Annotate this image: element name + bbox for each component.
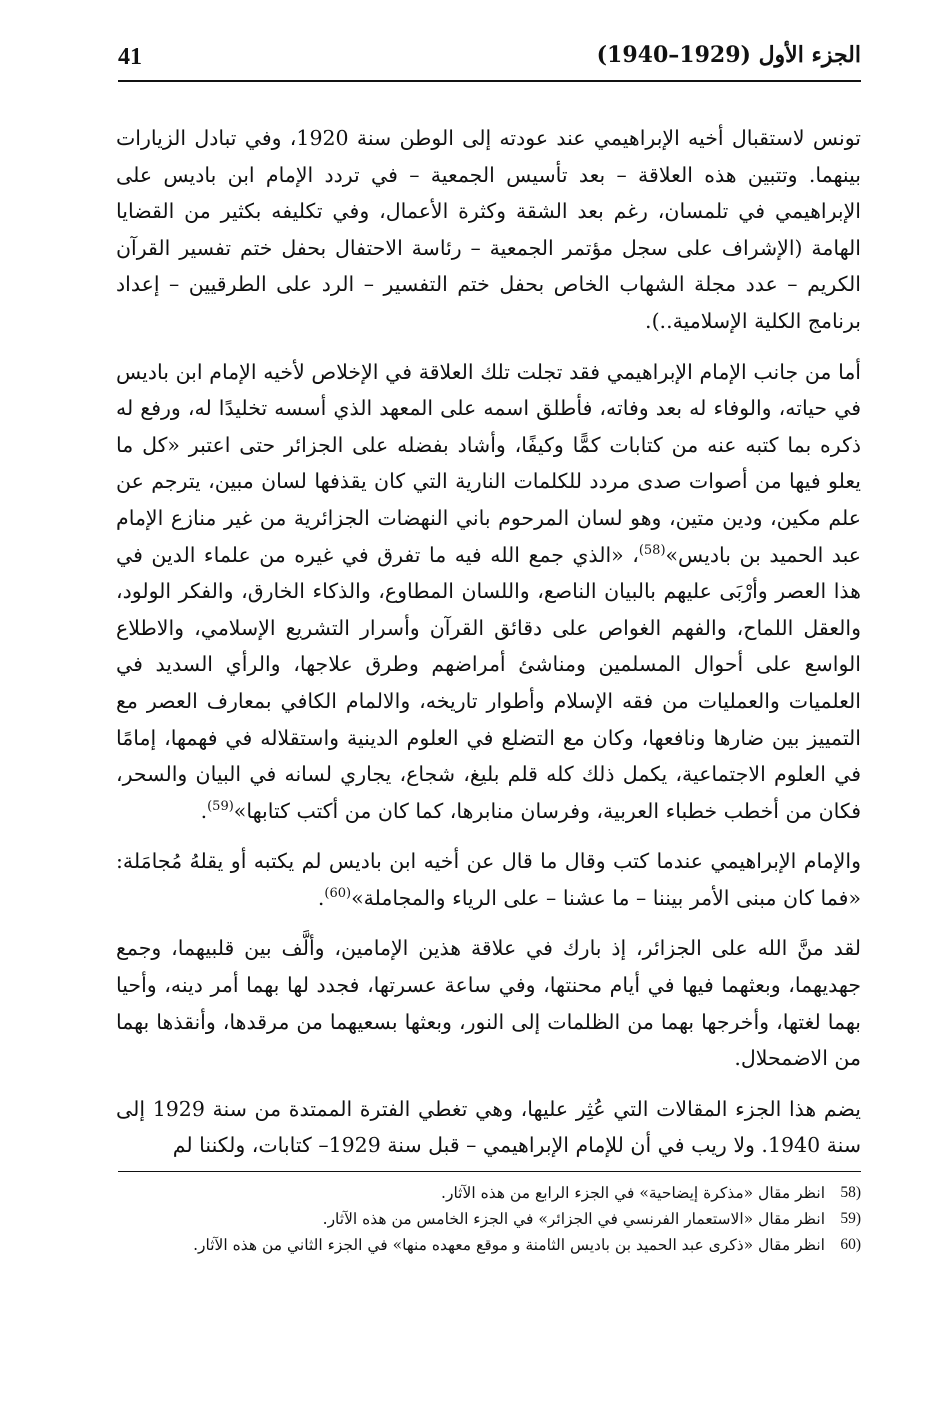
paragraph <box>116 930 861 1076</box>
paragraph-text: . <box>317 885 325 910</box>
paragraph-text: يضم هذا الجزء المقالات التي عُثِر عليها، وهي تغطي الفترة الممتدة من سنة 1929 إلى سنة 1940. ولا ريب في أن للإمام الإبراهيمي – قبل سنة 1929– كتابات، ولكننا لم <box>116 1096 861 1158</box>
footnote-60 <box>118 1232 861 1258</box>
footnote-ref-58[interactable]: (58) <box>638 542 666 558</box>
footnote-number: 58) <box>840 1184 861 1201</box>
footnote-text: انظر مقال «الاستعمار الفرنسي في الجزائر» في الجزء الخامس من هذه الآثار. <box>322 1210 825 1228</box>
footnote-59 <box>118 1206 861 1232</box>
header-rule <box>118 80 861 82</box>
paragraph-text: والإمام الإبراهيمي عندما كتب وقال ما قال عن أخيه ابن باديس لم يكتبه أو يقلهُ مُجامَلة: «فما كان مبنى الأمر بيننا – ما عشنا – على الرياء والمجاملة» <box>116 849 861 910</box>
page-number: 41 <box>118 44 142 70</box>
paragraph <box>116 843 861 916</box>
paragraph-text: . <box>200 798 208 823</box>
footnotes <box>118 1180 861 1258</box>
paragraph <box>116 1091 861 1164</box>
running-title: الجزء الأول (1929–1940) <box>596 42 861 68</box>
footnote-58 <box>118 1180 861 1206</box>
body-text <box>116 120 861 1178</box>
running-head <box>118 40 861 80</box>
footnote-ref-60[interactable]: (60) <box>324 886 352 902</box>
paragraph-text: تونس لاستقبال أخيه الإبراهيمي عند عودته إلى الوطن سنة 1920، وفي تبادل الزيارات بينهما. وتتبين هذه العلاقة – بعد تأسيس الجمعية – في تردد الإمام ابن باديس على الإبراهيمي في تلمسان، رغم بعد الشقة وكثرة الأعمال، وفي تكليفه بكثير من القضايا الهامة (الإشراف على سجل مؤتمر الجمعية – رئاسة الاحتفال بحفل ختم تفسير القرآن الكريم – عدد مجلة الشهاب الخاص بحفل ختم التفسير – الرد على الطرقيين – إعداد برنامج الكلية الإسلامية..). <box>116 126 861 333</box>
footnote-rule <box>118 1171 861 1172</box>
footnote-number: 60) <box>840 1236 861 1253</box>
paragraph-text: أما من جانب الإمام الإبراهيمي فقد تجلت تلك العلاقة في الإخلاص لأخيه الإمام ابن باديس في حياته، والوفاء له بعد وفاته، فأطلق اسمه على المعهد الذي أسسه تخليدًا له، ورفع له ذكره بما كتبه عنه من كتابات كمًّا وكيفًا، وأشاد بفضله على الجزائر حتى اعتبر «كل ما يعلو فيها من أصوات صدى مردد للكلمات النارية التي كان يقذفها لسان مبين، يترجم عن علم مكين، ودين متين، وهو لسان المرحوم باني النهضات الجزائرية من غير منازع الإمام عبد الحميد بن باديس» <box>116 359 861 567</box>
paragraph-text: لقد منَّ الله على الجزائر، إذ بارك في علاقة هذين الإمامين، وألَّف بين قلبيهما، وجمع جهديهما، وبعثهما فيها في أيام محنتها، وفي ساعة عسرتها، فجدد لها بهما أمر دينه، وأحيا بهما لغتها، وأخرجها بهما من الظلمات إلى النور، وبعثها بسعيهما من مرقدها، وأنقذها بهما من الاضمحلال. <box>116 936 861 1071</box>
paragraph <box>116 120 861 340</box>
footnote-text: انظر مقال «ذكرى عبد الحميد بن باديس الثامنة و موقع معهده منها» في الجزء الثاني من هذه الآثار. <box>193 1236 825 1254</box>
paragraph <box>116 354 861 830</box>
footnote-number: 59) <box>840 1210 861 1227</box>
paragraph-text: ، «الذي جمع الله فيه ما تفرق في غيره من علماء الدين في هذا العصر وأرْبَى عليهم بالبيان الناصع، واللسان المطاوع، والذكاء الخارق، والفكر الولود، والعقل اللماح، والفهم الغواص على دقائق القرآن وأسرار التشريع الإسلامي، والاطلاع الواسع على أحوال المسلمين ومناشئ أمراضهم وطرق علاجها، والرأي السديد في العلميات والعمليات من فقه الإسلام وأطوار تاريخه، والالمام الكافي بمعارف العصر مع التمييز بين ضارها ونافعها، وكان مع التضلع في العلوم الدينية واستقلاله في فهمها، إمامًا في العلوم الاجتماعية، يكمل ذلك كله قلم بليغ، شجاع، يجاري لسانه في البيان والسحر، فكان من أخطب خطباء العربية، وفرسان منابرها، كما كان من أكتب كتابها» <box>116 542 861 823</box>
footnote-ref-59[interactable]: (59) <box>207 798 234 814</box>
footnote-text: انظر مقال «مذكرة إيضاحية» في الجزء الرابع من هذه الآثار. <box>441 1184 825 1202</box>
